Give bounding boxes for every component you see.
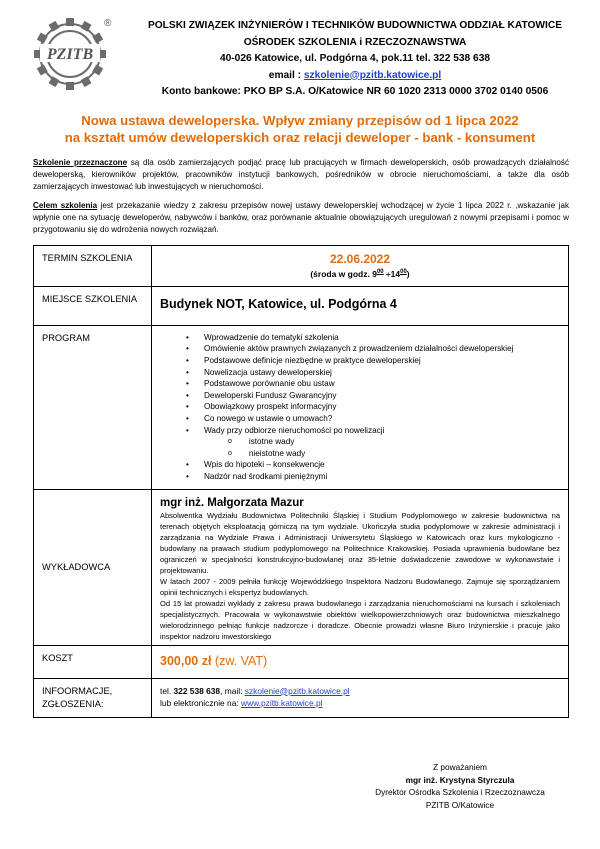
lecturer-bio: Od 15 lat prowadzi wykłady z zakresu prawa budowlanego i zarządzania nieruchomościami na kursach i szkoleniach specjalistycznych. Pracowała w wykonawstwie obiektów wielkopowierzchniowych oraz budownictwa mieszkalnego wielorodzinnego pełniąc funkcje nadzorcze i doradcze. Obecnie prowadzi własne Biuro Inżynierskie i pracuje jako inspektor nadzoru inwestorskiego (160, 598, 560, 641)
contact-email-link[interactable]: szkolenie@pzitb.katowice.pl (244, 685, 350, 696)
list-item: • Podstawowe definicje niezbędne w praktyce deweloperskiej (186, 355, 560, 367)
list-item: • Obowiązkowy prospekt informacyjny (186, 401, 560, 413)
cost-value: 300,00 zł (zw. VAT) (152, 645, 569, 678)
intro-audience: Szkolenie przeznaczone są dla osób zamierzających podjąć pracę lub pracujących w firmach deweloperskich, osób prowadzących działalność deweloperską, kierowników projektów, pracowników instytucji bankowych, pośredników w obrocie nieruchomościami, a także dla osób zamierzających inwestować lub inwestujących w nieruchomości. (33, 158, 570, 191)
title-line-1: Nowa ustawa deweloperska. Wpływ zmiany przepisów od 1 lipca 2022 (81, 113, 519, 128)
list-item: • Wady przy odbiorze nieruchomości po nowelizacji o istotne wady o nieistotne wady (186, 425, 560, 460)
lecturer-bio: Absolwentka Wydziału Budownictwa Politechniki Śląskiej i Studium Podyplomowego w zakresie budownictwa na terenach objętych eksploatacją górniczą na tym wydziale. Ukończyła studia podyplomowe w zakresie administracji i zarządzania na Wydziale Prawa i Administracji Uniwersytetu Śląskiego w Katowicach oraz kurs mykologiczno - budowlany na prawach studium podyplomowego na Politechnice Krakowskiej. Posiada uprawnienia budowlane bez ograniczeń w specjalności konstrukcyjno-budowlanej oraz 35-letnie doświadczenie zawodowe w wykonawstwie i projektowaniu. (160, 510, 560, 575)
row-place (34, 286, 569, 325)
cost-label: KOSZT (34, 645, 152, 678)
contact-line: tel. 322 538 638, mail: szkolenie@pzitb.katowice.pl (160, 685, 350, 696)
place-label: MIEJSCE SZKOLENIA (34, 286, 152, 325)
list-item: • Nadzór nad środkami pieniężnymi (186, 471, 560, 483)
row-info (34, 678, 569, 717)
page-title (30, 112, 570, 146)
intro-goal: Celem szkolenia jest przekazanie wiedzy z zakresu przepisów nowej ustawy deweloperskiej wchodzącej w życie 1 lipca 2022 r. ,wskazanie jak wpłynie one na sytuację deweloperów, nabywców i banków, oraz porównanie aktualnie obowiązujących uregulowań z nowymi przepisami i pomoc w przygotowaniu się do wdrożenia nowych rozwiązań. (33, 201, 569, 234)
bank-account: Konto bankowe: PKO BP S.A. O/Katowice NR 60 1020 2313 0000 3702 0140 0506 (161, 86, 549, 97)
website-link[interactable]: www.pzitb.katowice.pl (241, 697, 323, 708)
greeting: Z poważaniem (433, 762, 487, 772)
program-label: PROGRAM (34, 325, 152, 489)
list-item: • Nowelizacja ustawy deweloperskiej (186, 367, 560, 379)
info-value (152, 678, 569, 717)
info-label: INFOORMACJE, ZGŁOSZENIA: (34, 678, 152, 717)
sub-list-item: o nieistotne wady (228, 448, 560, 460)
lecturer-value (152, 489, 569, 645)
list-item: • Deweloperski Fundusz Gwarancyjny (186, 390, 560, 402)
row-program (34, 325, 569, 489)
letterhead-text (130, 18, 580, 101)
email-link[interactable]: szkolenie@pzitb.katowice.pl (303, 69, 442, 81)
dept-name: OŚRODEK SZKOLENIA i RZECZOZNAWSTWA (243, 36, 467, 48)
termin-label: TERMIN SZKOLENIA (34, 246, 152, 287)
signature-block (350, 761, 570, 811)
lecturer-name: mgr inż. Małgorzata Mazur (160, 496, 304, 509)
list-item: • Wprowadzenie do tematyki szkolenia (186, 332, 560, 344)
row-cost (34, 645, 569, 678)
svg-text:PZITB: PZITB (46, 46, 94, 63)
list-item: • Co nowego w ustawie o umowach? (186, 413, 560, 425)
lecturer-label: WYKŁADOWCA (34, 489, 152, 645)
signer-role: Dyrektor Ośrodka Szkolenia i Rzeczoznawcza (375, 787, 545, 797)
list-item: • Omówienie aktów prawnych związanych z prowadzeniem działalności deweloperskiej (186, 343, 560, 355)
letterhead (0, 0, 600, 100)
training-details-table (33, 245, 569, 718)
program-value (152, 325, 569, 489)
list-item: • Podstawowe porównanie obu ustaw (186, 378, 560, 390)
signer-org: PZITB O/Katowice (425, 799, 495, 810)
svg-text:®: ® (104, 18, 112, 29)
signer-name: mgr inż. Krystyna Styrczula (405, 774, 515, 785)
lecturer-bio: W latach 2007 - 2009 pełniła funkcję Wojewódzkiego Inspektora Nadzoru Budowlanego. Zajmuje się sporządzaniem opinii technicznych i ekspertyz budowlanych. (160, 576, 560, 597)
termin-value (152, 246, 569, 287)
defects-sublist (228, 436, 560, 459)
sub-list-item: o istotne wady (228, 436, 560, 448)
pzitb-logo (30, 14, 116, 90)
list-item: • Wpis do hipoteki – konsekwencje (186, 459, 560, 471)
row-lecturer (34, 489, 569, 645)
web-line: lub elektronicznie na: www.pzitb.katowice.pl (160, 697, 323, 708)
email-line: email : szkolenie@pzitb.katowice.pl (268, 69, 442, 81)
training-hours: (środa w godz. $9^{00} \div 14^{00}$) (310, 268, 410, 279)
address: 40-026 Katowice, ul. Podgórna 4, pok.11 tel. 322 538 638 (219, 53, 491, 64)
program-list (186, 332, 560, 483)
training-date: 22.06.2022 (329, 252, 391, 266)
place-value: Budynek NOT, Katowice, ul. Podgórna 4 (152, 286, 569, 325)
row-termin (34, 246, 569, 287)
org-name: POLSKI ZWIĄZEK INŻYNIERÓW I TECHNIKÓW BUDOWNICTWA ODDZIAŁ KATOWICE (147, 20, 563, 31)
title-line-2: na kształt umów deweloperskich oraz relacji deweloper - bank - konsument (64, 130, 536, 145)
